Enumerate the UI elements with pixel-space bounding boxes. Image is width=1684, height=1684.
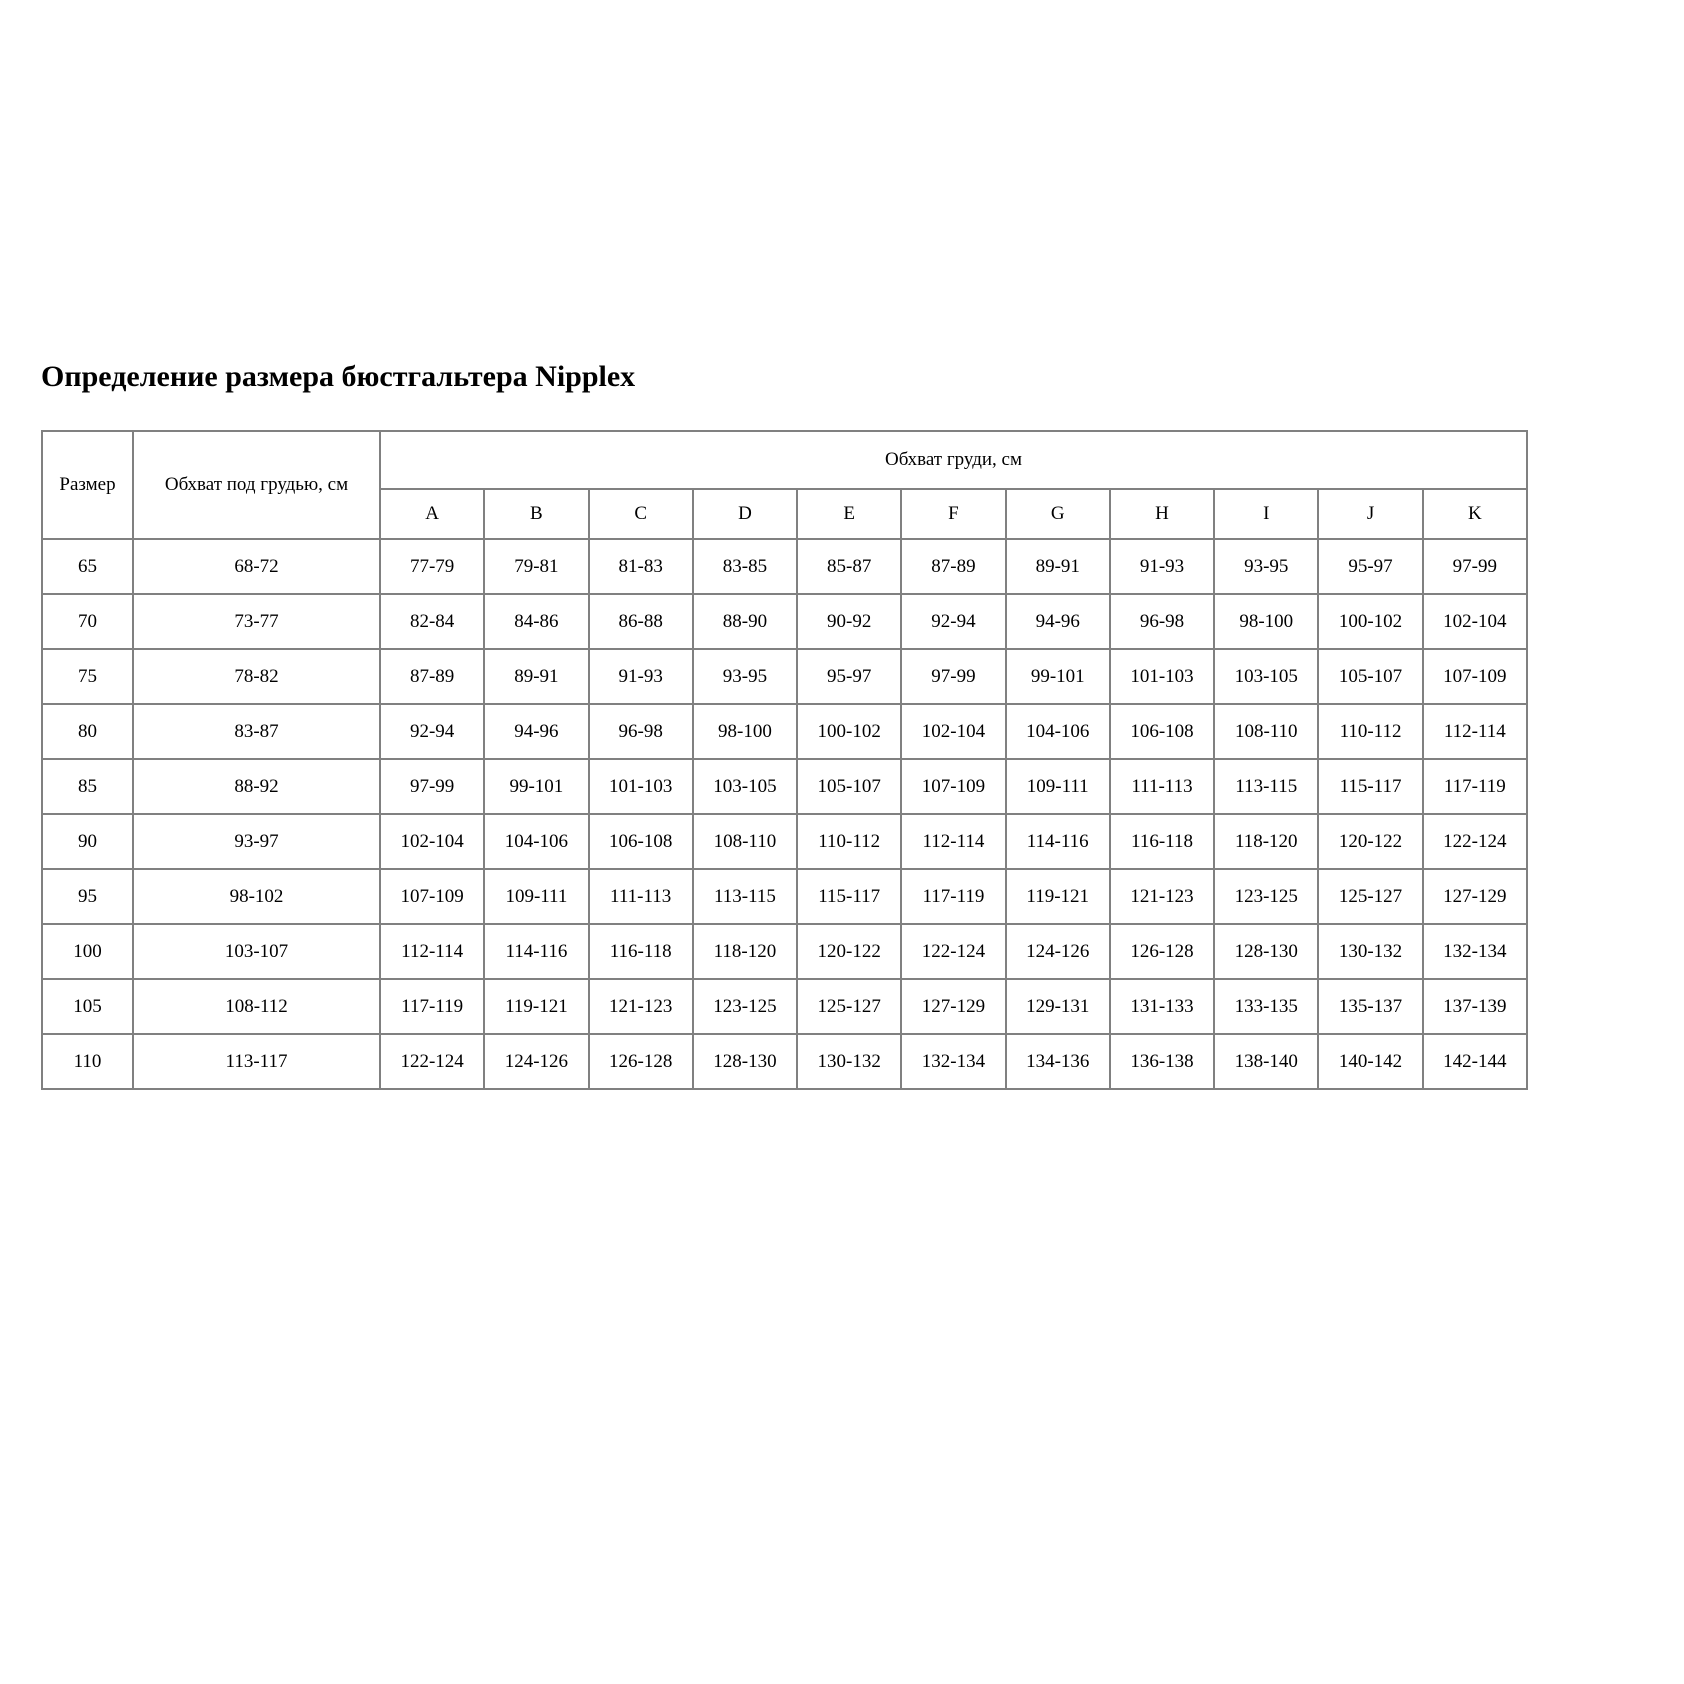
underbust-column-header: Обхват под грудью, см bbox=[133, 431, 380, 539]
cup-cell: 117-119 bbox=[1423, 759, 1527, 814]
underbust-cell: 98-102 bbox=[133, 869, 380, 924]
cup-cell: 117-119 bbox=[901, 869, 1005, 924]
cup-cell: 109-111 bbox=[484, 869, 588, 924]
cup-cell: 100-102 bbox=[1318, 594, 1422, 649]
cup-cell: 140-142 bbox=[1318, 1034, 1422, 1089]
cup-cell: 124-126 bbox=[1006, 924, 1110, 979]
cup-cell: 96-98 bbox=[589, 704, 693, 759]
cup-column-header-I: I bbox=[1214, 489, 1318, 539]
cup-cell: 105-107 bbox=[1318, 649, 1422, 704]
cup-cell: 125-127 bbox=[1318, 869, 1422, 924]
cup-cell: 102-104 bbox=[1423, 594, 1527, 649]
cup-cell: 97-99 bbox=[380, 759, 484, 814]
table-row bbox=[42, 979, 1527, 1034]
cup-cell: 128-130 bbox=[693, 1034, 797, 1089]
cup-cell: 137-139 bbox=[1423, 979, 1527, 1034]
table-header bbox=[42, 431, 1527, 539]
cup-cell: 94-96 bbox=[1006, 594, 1110, 649]
cup-cell: 93-95 bbox=[1214, 539, 1318, 594]
cup-column-header-A: A bbox=[380, 489, 484, 539]
cup-cell: 102-104 bbox=[901, 704, 1005, 759]
cup-cell: 103-105 bbox=[1214, 649, 1318, 704]
cup-cell: 93-95 bbox=[693, 649, 797, 704]
cup-cell: 123-125 bbox=[693, 979, 797, 1034]
cup-cell: 138-140 bbox=[1214, 1034, 1318, 1089]
cup-cell: 87-89 bbox=[901, 539, 1005, 594]
cup-cell: 121-123 bbox=[589, 979, 693, 1034]
table-row bbox=[42, 759, 1527, 814]
cup-cell: 111-113 bbox=[589, 869, 693, 924]
cup-cell: 124-126 bbox=[484, 1034, 588, 1089]
cup-cell: 89-91 bbox=[1006, 539, 1110, 594]
cup-column-header-B: B bbox=[484, 489, 588, 539]
cup-cell: 117-119 bbox=[380, 979, 484, 1034]
cup-cell: 95-97 bbox=[1318, 539, 1422, 594]
table-row bbox=[42, 869, 1527, 924]
cup-cell: 113-115 bbox=[693, 869, 797, 924]
size-cell: 100 bbox=[42, 924, 133, 979]
cup-cell: 86-88 bbox=[589, 594, 693, 649]
cup-cell: 122-124 bbox=[1423, 814, 1527, 869]
underbust-cell: 68-72 bbox=[133, 539, 380, 594]
size-cell: 70 bbox=[42, 594, 133, 649]
cup-cell: 91-93 bbox=[589, 649, 693, 704]
cup-cell: 79-81 bbox=[484, 539, 588, 594]
cup-cell: 84-86 bbox=[484, 594, 588, 649]
cup-cell: 85-87 bbox=[797, 539, 901, 594]
underbust-cell: 83-87 bbox=[133, 704, 380, 759]
cup-cell: 87-89 bbox=[380, 649, 484, 704]
size-cell: 80 bbox=[42, 704, 133, 759]
cup-cell: 111-113 bbox=[1110, 759, 1214, 814]
size-cell: 90 bbox=[42, 814, 133, 869]
cup-cell: 136-138 bbox=[1110, 1034, 1214, 1089]
cup-column-header-K: K bbox=[1423, 489, 1527, 539]
underbust-cell: 103-107 bbox=[133, 924, 380, 979]
cup-cell: 98-100 bbox=[693, 704, 797, 759]
cup-column-header-E: E bbox=[797, 489, 901, 539]
cup-cell: 112-114 bbox=[1423, 704, 1527, 759]
cup-cell: 115-117 bbox=[797, 869, 901, 924]
cup-cell: 118-120 bbox=[1214, 814, 1318, 869]
cup-cell: 113-115 bbox=[1214, 759, 1318, 814]
cup-cell: 127-129 bbox=[901, 979, 1005, 1034]
cup-column-header-G: G bbox=[1006, 489, 1110, 539]
cup-cell: 115-117 bbox=[1318, 759, 1422, 814]
cup-cell: 116-118 bbox=[589, 924, 693, 979]
underbust-cell: 113-117 bbox=[133, 1034, 380, 1089]
size-cell: 85 bbox=[42, 759, 133, 814]
cup-cell: 91-93 bbox=[1110, 539, 1214, 594]
cup-cell: 103-105 bbox=[693, 759, 797, 814]
underbust-cell: 88-92 bbox=[133, 759, 380, 814]
cup-cell: 114-116 bbox=[484, 924, 588, 979]
underbust-cell: 93-97 bbox=[133, 814, 380, 869]
cup-cell: 92-94 bbox=[380, 704, 484, 759]
cup-cell: 90-92 bbox=[797, 594, 901, 649]
table-row bbox=[42, 649, 1527, 704]
cup-cell: 119-121 bbox=[484, 979, 588, 1034]
cup-cell: 102-104 bbox=[380, 814, 484, 869]
cup-cell: 130-132 bbox=[797, 1034, 901, 1089]
cup-cell: 94-96 bbox=[484, 704, 588, 759]
table-row bbox=[42, 814, 1527, 869]
underbust-cell: 78-82 bbox=[133, 649, 380, 704]
cup-cell: 131-133 bbox=[1110, 979, 1214, 1034]
cup-cell: 120-122 bbox=[1318, 814, 1422, 869]
table-row bbox=[42, 924, 1527, 979]
cup-cell: 126-128 bbox=[589, 1034, 693, 1089]
table-row bbox=[42, 1034, 1527, 1089]
cup-cell: 126-128 bbox=[1110, 924, 1214, 979]
cup-cell: 123-125 bbox=[1214, 869, 1318, 924]
cup-cell: 77-79 bbox=[380, 539, 484, 594]
cup-cell: 101-103 bbox=[589, 759, 693, 814]
cup-cell: 128-130 bbox=[1214, 924, 1318, 979]
underbust-cell: 108-112 bbox=[133, 979, 380, 1034]
cup-cell: 110-112 bbox=[797, 814, 901, 869]
size-cell: 95 bbox=[42, 869, 133, 924]
table-row bbox=[42, 704, 1527, 759]
cup-cell: 97-99 bbox=[901, 649, 1005, 704]
cup-cell: 107-109 bbox=[380, 869, 484, 924]
cup-cell: 104-106 bbox=[1006, 704, 1110, 759]
cup-column-header-C: C bbox=[589, 489, 693, 539]
cup-cell: 112-114 bbox=[380, 924, 484, 979]
cup-cell: 92-94 bbox=[901, 594, 1005, 649]
cup-cell: 105-107 bbox=[797, 759, 901, 814]
cup-cell: 97-99 bbox=[1423, 539, 1527, 594]
cup-cell: 95-97 bbox=[797, 649, 901, 704]
size-cell: 75 bbox=[42, 649, 133, 704]
cup-cell: 119-121 bbox=[1006, 869, 1110, 924]
cup-cell: 127-129 bbox=[1423, 869, 1527, 924]
cup-cell: 107-109 bbox=[1423, 649, 1527, 704]
cup-cell: 114-116 bbox=[1006, 814, 1110, 869]
cup-cell: 96-98 bbox=[1110, 594, 1214, 649]
size-table-body bbox=[42, 539, 1527, 1089]
cup-cell: 104-106 bbox=[484, 814, 588, 869]
size-column-header: Размер bbox=[42, 431, 133, 539]
size-cell: 65 bbox=[42, 539, 133, 594]
cup-cell: 120-122 bbox=[797, 924, 901, 979]
cup-cell: 82-84 bbox=[380, 594, 484, 649]
cup-cell: 106-108 bbox=[1110, 704, 1214, 759]
cup-cell: 98-100 bbox=[1214, 594, 1318, 649]
cup-cell: 106-108 bbox=[589, 814, 693, 869]
cup-cell: 112-114 bbox=[901, 814, 1005, 869]
cup-cell: 142-144 bbox=[1423, 1034, 1527, 1089]
cup-cell: 122-124 bbox=[380, 1034, 484, 1089]
cup-cell: 133-135 bbox=[1214, 979, 1318, 1034]
cup-cell: 135-137 bbox=[1318, 979, 1422, 1034]
cup-column-header-F: F bbox=[901, 489, 1005, 539]
cup-cell: 108-110 bbox=[693, 814, 797, 869]
size-cell: 105 bbox=[42, 979, 133, 1034]
cup-column-header-H: H bbox=[1110, 489, 1214, 539]
cup-cell: 132-134 bbox=[1423, 924, 1527, 979]
cup-cell: 130-132 bbox=[1318, 924, 1422, 979]
page-title: Определение размера бюстгальтера Nipplex bbox=[41, 360, 636, 393]
bra-size-table bbox=[41, 430, 1528, 1090]
bust-group-header: Обхват груди, см bbox=[380, 431, 1527, 489]
cup-cell: 100-102 bbox=[797, 704, 901, 759]
cup-cell: 83-85 bbox=[693, 539, 797, 594]
cup-cell: 89-91 bbox=[484, 649, 588, 704]
cup-cell: 81-83 bbox=[589, 539, 693, 594]
cup-cell: 99-101 bbox=[1006, 649, 1110, 704]
table-row bbox=[42, 539, 1527, 594]
cup-cell: 110-112 bbox=[1318, 704, 1422, 759]
table-row bbox=[42, 594, 1527, 649]
cup-cell: 109-111 bbox=[1006, 759, 1110, 814]
cup-cell: 121-123 bbox=[1110, 869, 1214, 924]
size-cell: 110 bbox=[42, 1034, 133, 1089]
cup-cell: 129-131 bbox=[1006, 979, 1110, 1034]
cup-cell: 118-120 bbox=[693, 924, 797, 979]
cup-cell: 108-110 bbox=[1214, 704, 1318, 759]
underbust-cell: 73-77 bbox=[133, 594, 380, 649]
cup-column-header-J: J bbox=[1318, 489, 1422, 539]
cup-column-header-D: D bbox=[693, 489, 797, 539]
cup-cell: 101-103 bbox=[1110, 649, 1214, 704]
cup-cell: 125-127 bbox=[797, 979, 901, 1034]
cup-cell: 88-90 bbox=[693, 594, 797, 649]
cup-cell: 134-136 bbox=[1006, 1034, 1110, 1089]
header-row-top bbox=[42, 431, 1527, 489]
cup-cell: 116-118 bbox=[1110, 814, 1214, 869]
cup-cell: 107-109 bbox=[901, 759, 1005, 814]
cup-cell: 132-134 bbox=[901, 1034, 1005, 1089]
cup-cell: 122-124 bbox=[901, 924, 1005, 979]
cup-cell: 99-101 bbox=[484, 759, 588, 814]
